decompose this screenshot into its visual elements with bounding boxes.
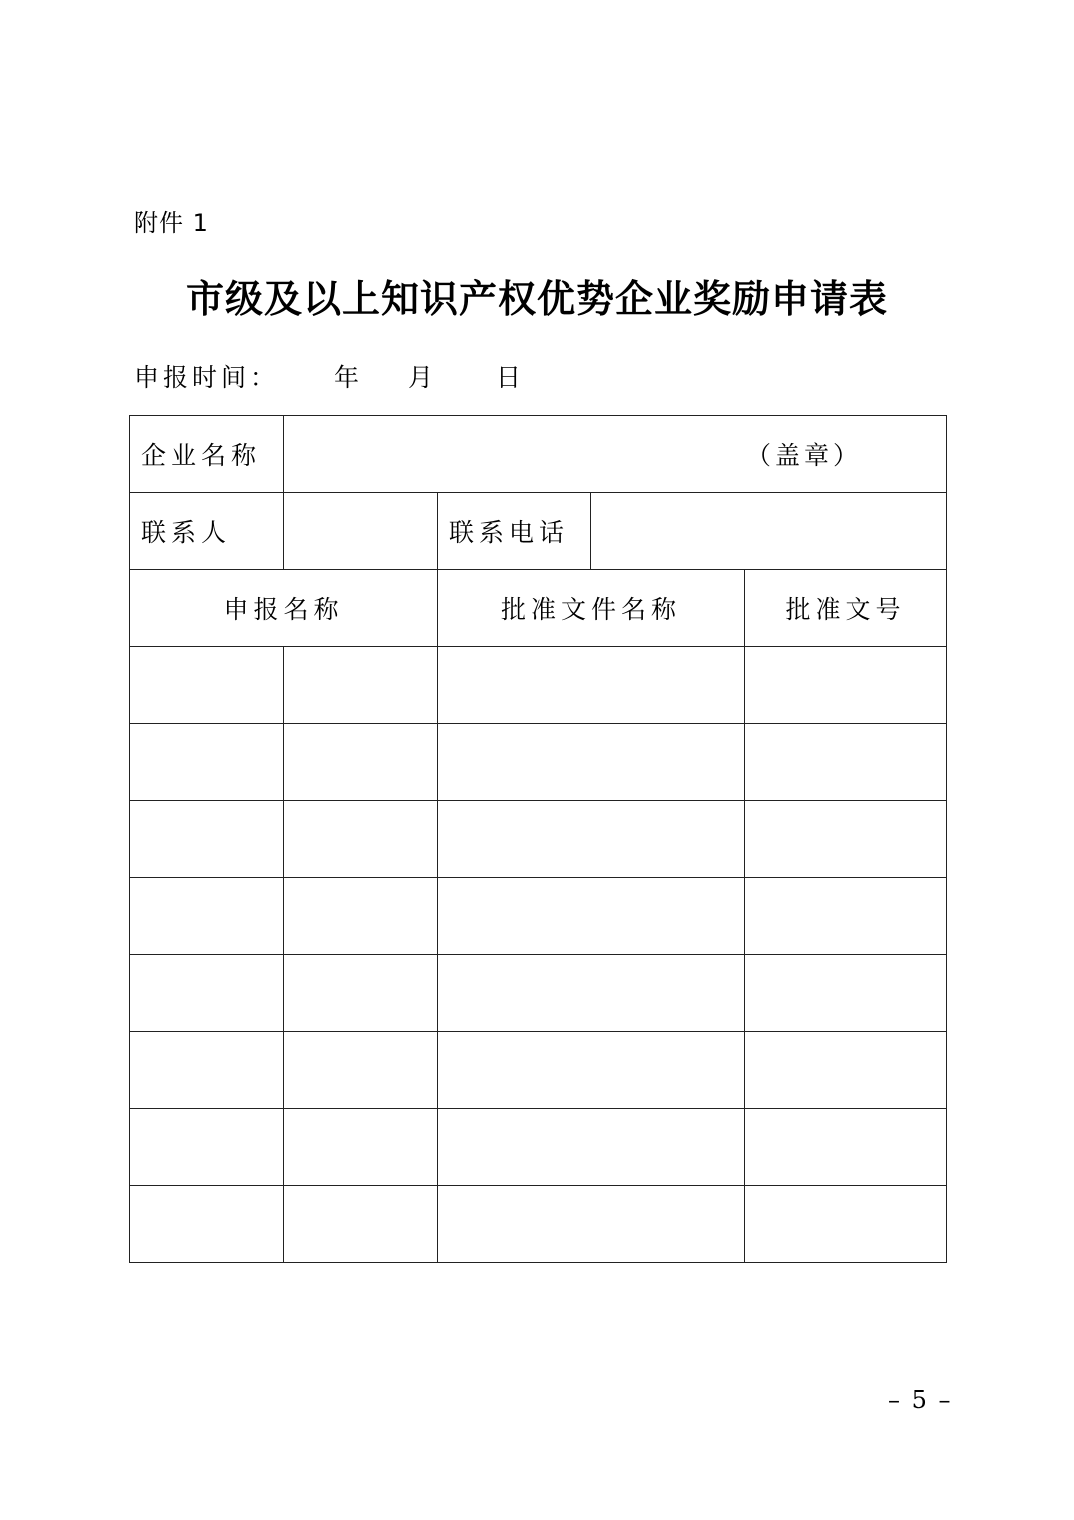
approval-document-name-cell[interactable] [438,1109,745,1186]
contact-phone-label: 联系电话 [438,493,591,570]
approval-document-number-cell[interactable] [745,955,947,1032]
table-row [130,647,947,724]
application-name-cell-a[interactable] [130,878,284,955]
approval-document-name-cell[interactable] [438,724,745,801]
table-row [130,1109,947,1186]
application-name-cell-b[interactable] [284,647,438,724]
month-label: 月 [408,363,434,392]
table-header-row [130,570,947,647]
column-header-application-name: 申报名称 [130,570,438,647]
application-name-cell-b[interactable] [284,878,438,955]
approval-document-name-cell[interactable] [438,878,745,955]
application-name-cell-a[interactable] [130,1109,284,1186]
company-name-field[interactable] [284,416,947,493]
application-name-cell-a[interactable] [130,647,284,724]
table-row [130,955,947,1032]
approval-document-name-cell[interactable] [438,955,745,1032]
year-label: 年 [334,363,360,392]
approval-document-name-cell[interactable] [438,647,745,724]
approval-document-number-cell[interactable] [745,1032,947,1109]
table-row [130,878,947,955]
application-name-cell-a[interactable] [130,1186,284,1263]
approval-document-name-cell[interactable] [438,801,745,878]
application-name-cell-b[interactable] [284,1109,438,1186]
table-row [130,1186,947,1263]
application-name-cell-b[interactable] [284,1186,438,1263]
application-name-cell-b[interactable] [284,1032,438,1109]
approval-document-number-cell[interactable] [745,724,947,801]
page-number: – 5 – [888,1386,953,1414]
table-row [130,801,947,878]
approval-document-number-cell[interactable] [745,878,947,955]
application-name-cell-b[interactable] [284,801,438,878]
approval-document-number-cell[interactable] [745,1186,947,1263]
application-name-cell-a[interactable] [130,724,284,801]
application-name-cell-a[interactable] [130,955,284,1032]
column-header-approval-document-number: 批准文号 [745,570,947,647]
approval-document-name-cell[interactable] [438,1186,745,1263]
application-name-cell-a[interactable] [130,801,284,878]
approval-document-number-cell[interactable] [745,801,947,878]
contact-person-field[interactable] [284,493,438,570]
contact-row [130,493,947,570]
table-row [130,724,947,801]
application-name-cell-b[interactable] [284,955,438,1032]
contact-phone-field[interactable] [591,493,947,570]
application-name-cell-a[interactable] [130,1032,284,1109]
application-name-cell-b[interactable] [284,724,438,801]
table-row [130,1032,947,1109]
company-name-label: 企业名称 [130,416,284,493]
document-title: 市级及以上知识产权优势企业奖励申请表 [185,276,888,321]
seal-note: （盖章） [746,441,863,470]
approval-document-number-cell[interactable] [745,1109,947,1186]
approval-document-name-cell[interactable] [438,1032,745,1109]
approval-document-number-cell[interactable] [745,647,947,724]
application-date-label: 申报时间： [134,363,280,392]
attachment-label: 附件 1 [134,209,209,237]
day-label: 日 [496,363,522,392]
application-form-table [129,415,947,1263]
contact-person-label: 联系人 [130,493,284,570]
company-name-row [130,416,947,493]
column-header-approval-document-name: 批准文件名称 [438,570,745,647]
